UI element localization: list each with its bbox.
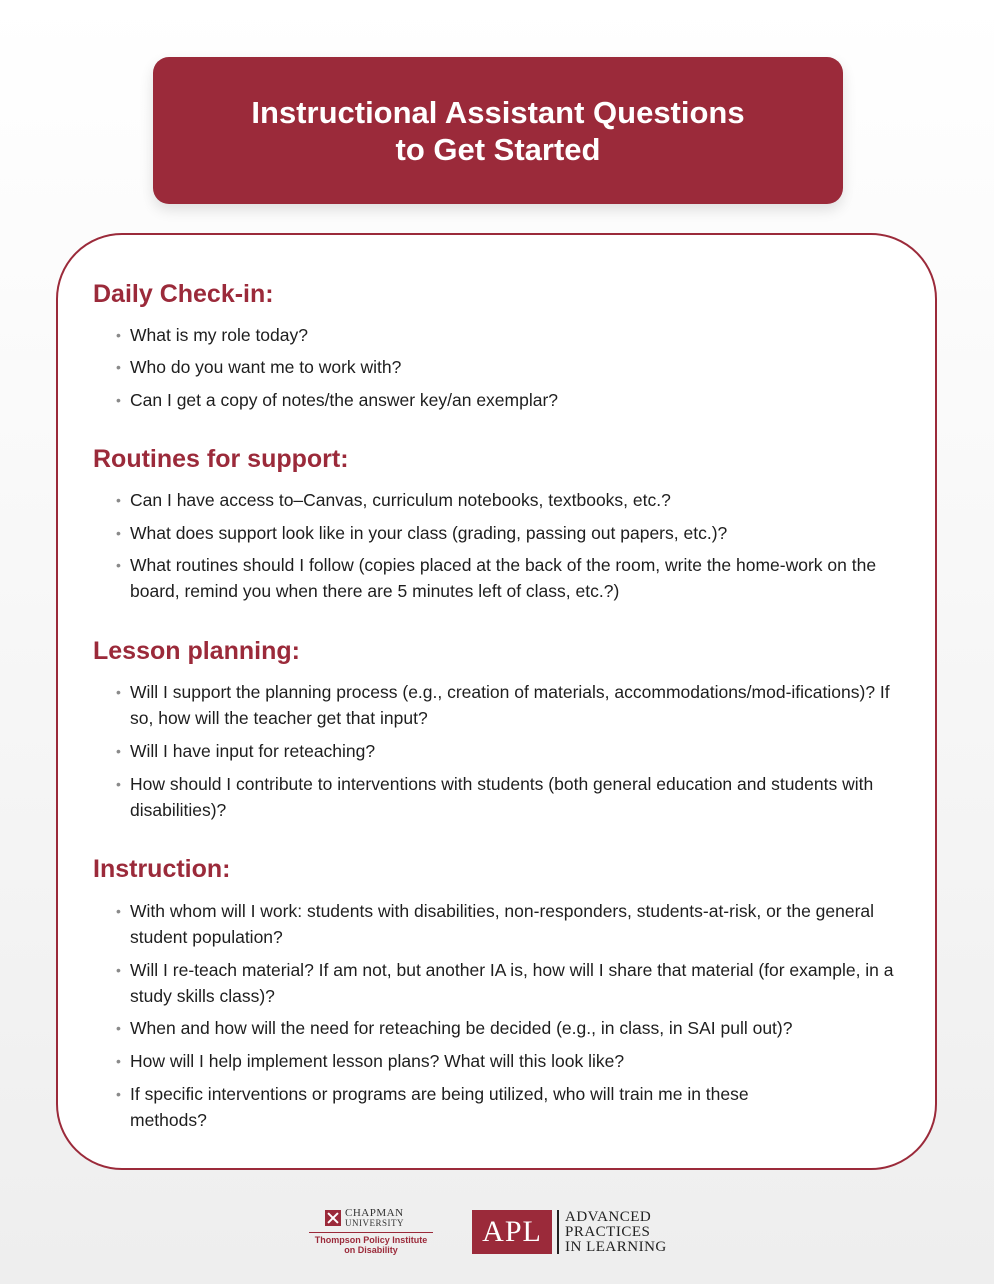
bullet-icon: • <box>116 1020 121 1036</box>
chapman-cross-icon <box>325 1210 341 1226</box>
bullet-icon: • <box>116 392 121 408</box>
list-item: • How will I help implement lesson plans? What will this look like? <box>116 1048 916 1074</box>
chapman-divider <box>309 1232 433 1233</box>
page-title-line1: Instructional Assistant Questions <box>251 94 745 130</box>
chapman-name: CHAPMAN <box>345 1207 404 1219</box>
chapman-wordmark <box>325 1208 404 1228</box>
bullet-icon: • <box>116 743 121 759</box>
bullet-icon: • <box>116 359 121 375</box>
list-item: • With whom will I work: students with disabilities, non-responders, students-at-risk, or the general student population? <box>116 898 916 950</box>
bullet-icon: • <box>116 684 121 700</box>
list-item: • Can I have access to–Canvas, curriculum notebooks, textbooks, etc.? <box>116 487 916 513</box>
bullet-icon: • <box>116 903 121 919</box>
chapman-university-logo <box>307 1208 435 1258</box>
apl-divider <box>557 1210 559 1254</box>
institute-name: Thompson Policy Institute on Disability <box>314 1235 428 1255</box>
section-heading-routines-for-support: Routines for support: <box>93 445 349 473</box>
bullet-icon: • <box>116 962 121 978</box>
title-banner <box>153 57 843 204</box>
list-item: • How should I contribute to interventions with students (both general education and students with disabilities)? <box>116 771 916 823</box>
list-item: • When and how will the need for reteaching be decided (e.g., in class, in SAI pull out)? <box>116 1015 916 1041</box>
list-item: • What routines should I follow (copies placed at the back of the room, write the home-work on the board, remind you when there are 5 minutes left of class, etc.?) <box>116 552 916 604</box>
bullet-icon: • <box>116 1086 121 1102</box>
bullet-icon: • <box>116 776 121 792</box>
list-item: • Who do you want me to work with? <box>116 354 916 380</box>
section-heading-lesson-planning: Lesson planning: <box>93 637 300 665</box>
list-item: • What does support look like in your class (grading, passing out papers, etc.)? <box>116 520 916 546</box>
page-title-line2: to Get Started <box>395 131 601 167</box>
list-item: • What is my role today? <box>116 322 916 348</box>
section-heading-instruction: Instruction: <box>93 855 231 883</box>
section-heading-daily-check-in: Daily Check-in: <box>93 280 274 308</box>
apl-abbr: APL <box>472 1210 552 1254</box>
list-item: • Will I have input for reteaching? <box>116 738 916 764</box>
chapman-university: UNIVERSITY <box>345 1218 404 1228</box>
bullet-icon: • <box>116 1053 121 1069</box>
bullet-icon: • <box>116 492 121 508</box>
bullet-icon: • <box>116 525 121 541</box>
bullet-icon: • <box>116 557 121 573</box>
list-item: • If specific interventions or programs are being utilized, who will train me in these methods? <box>116 1081 806 1133</box>
list-item: • Will I re-teach material? If am not, but another IA is, how will I share that material (for example, in a study skills class)? <box>116 957 916 1009</box>
list-item: • Can I get a copy of notes/the answer key/an exemplar? <box>116 387 916 413</box>
list-item: • Will I support the planning process (e.g., creation of materials, accommodations/mod-ifications)? If so, how will the teacher get that input? <box>116 679 916 731</box>
apl-words: ADVANCED PRACTICES IN LEARNING <box>565 1209 667 1255</box>
bullet-icon: • <box>116 327 121 343</box>
